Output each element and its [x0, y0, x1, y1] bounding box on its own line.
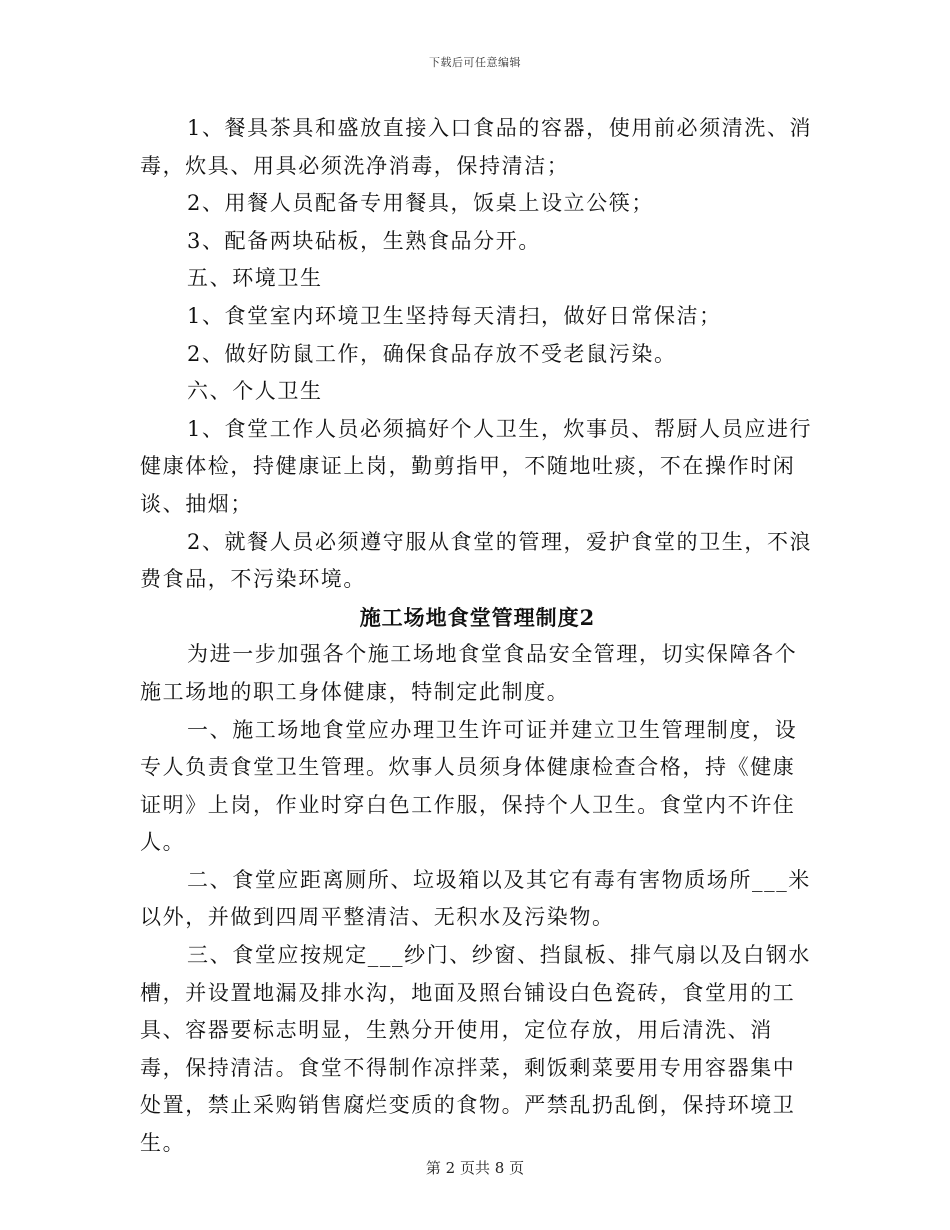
document-body	[140, 110, 815, 1163]
paragraph: 1、餐具茶具和盛放直接入口食品的容器，使用前必须清洗、消毒，炊具、用具必须洗净消毒，保持清洁；	[140, 116, 813, 178]
paragraph: 三、食堂应按规定___纱门、纱窗、挡鼠板、排气扇以及白钢水槽，并设置地漏及排水沟，地面及照台铺设白色瓷砖，食堂用的工具、容器要标志明显，生熟分开使用，定位存放，用后清洗、消毒，保持清洁。食堂不得制作凉拌菜，剩饭剩菜要用专用容器集中处置，禁止采购销售腐烂变质的食物。严禁乱扔乱倒，保持环境卫生。	[140, 943, 811, 1156]
page-header: 下载后可任意编辑	[429, 56, 521, 69]
paragraph: 2、做好防鼠工作，确保食品存放不受老鼠污染。	[187, 341, 677, 366]
page-footer: 第 2 页共 8 页	[425, 1159, 525, 1177]
document-section-title: 施工场地食堂管理制度2	[359, 604, 596, 630]
paragraph: 1、食堂工作人员必须搞好个人卫生，炊事员、帮厨人员应进行健康体检，持健康证上岗，勤剪指甲，不随地吐痰，不在操作时闲谈、抽烟；	[140, 416, 813, 516]
paragraph: 1、食堂室内环境卫生坚持每天清扫，做好日常保洁；	[187, 303, 722, 328]
paragraph: 为进一步加强各个施工场地食堂食品安全管理，切实保障各个施工场地的职工身体健康，特制定此制度。	[140, 642, 798, 704]
paragraph: 一、施工场地食堂应办理卫生许可证并建立卫生管理制度，设专人负责食堂卫生管理。炊事人员须身体健康检查合格，持《健康证明》上岗，作业时穿白色工作服，保持个人卫生。食堂内不许住人。	[140, 717, 798, 855]
paragraph: 3、配备两块砧板，生熟食品分开。	[187, 228, 541, 253]
paragraph: 2、用餐人员配备专用餐具，饭桌上设立公筷；	[187, 191, 654, 216]
section-heading: 五、环境卫生	[187, 266, 323, 291]
section-heading: 六、个人卫生	[187, 379, 323, 404]
paragraph: 2、就餐人员必须遵守服从食堂的管理，爱护食堂的卫生，不浪费食品，不污染环境。	[140, 529, 813, 592]
paragraph: 二、食堂应距离厕所、垃圾箱以及其它有毒有害物质场所___米以外，并做到四周平整清洁、无积水及污染物。	[140, 867, 811, 930]
